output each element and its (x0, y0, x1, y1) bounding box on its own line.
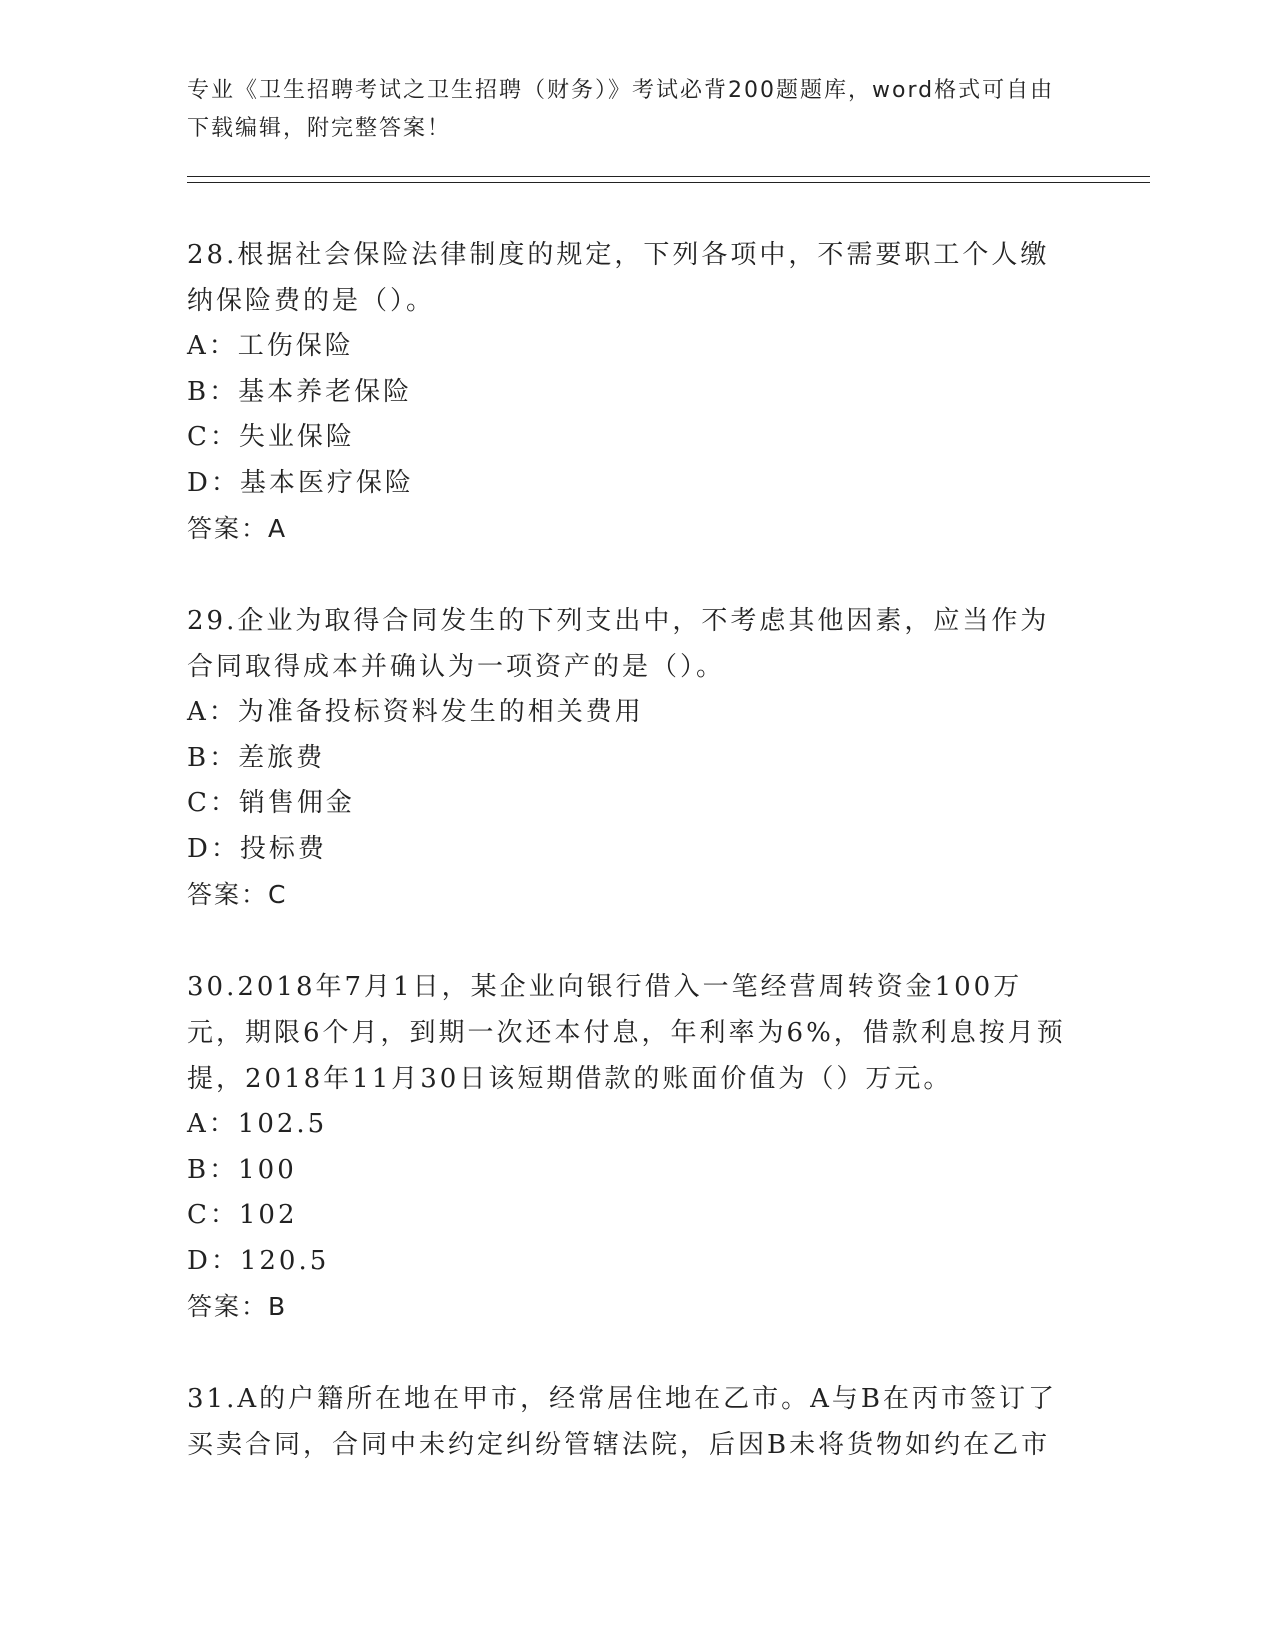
question-29 (187, 598, 1067, 918)
option-c: C：销售佣金 (187, 788, 355, 818)
option-a: A：工伤保险 (187, 331, 354, 361)
answer-line: 答案：A (187, 514, 288, 543)
option-d: D：120.5 (187, 1245, 330, 1276)
question-text: 30.2018年7月1日，某企业向银行借入一笔经营周转资金100万元，期限6个月，到期一次还本付息，年利率为6%，借款利息按月预提，2018年11月30日该短期借款的账面价值为（）万元。 (187, 972, 1066, 1094)
option-b: B：100 (187, 1154, 297, 1185)
option-c: C：失业保险 (187, 422, 355, 452)
option-a: A：102.5 (187, 1109, 328, 1139)
question-31 (187, 1376, 1067, 1468)
question-text: 29.企业为取得合同发生的下列支出中，不考虑其他因素，应当作为合同取得成本并确认为一项资产的是（）。 (187, 606, 1050, 682)
answer-line: 答案：B (187, 1292, 288, 1321)
question-text: 31.A的户籍所在地在甲市，经常居住地在乙市。A与B在丙市签订了买卖合同，合同中未约定纠纷管辖法院，后因B未将货物如约在乙市 (187, 1384, 1058, 1460)
question-30 (187, 964, 1067, 1330)
answer-line: 答案：C (187, 880, 288, 909)
header-divider-top (187, 176, 1150, 177)
option-a: A：为准备投标资料发生的相关费用 (187, 697, 644, 727)
question-text: 28.根据社会保险法律制度的规定，下列各项中，不需要职工个人缴纳保险费的是（）。 (187, 240, 1050, 316)
question-list (187, 232, 1067, 1514)
option-d: D：投标费 (187, 833, 327, 864)
option-b: B：差旅费 (187, 742, 326, 773)
option-c: C：102 (187, 1200, 298, 1230)
document-header: 专业《卫生招聘考试之卫生招聘（财务）》考试必背200题题库，word格式可自由下载编辑，附完整答案！ (187, 78, 1055, 141)
question-28 (187, 232, 1067, 552)
option-b: B：基本养老保险 (187, 376, 413, 407)
option-d: D：基本医疗保险 (187, 467, 414, 498)
header-divider-bottom (187, 182, 1150, 183)
